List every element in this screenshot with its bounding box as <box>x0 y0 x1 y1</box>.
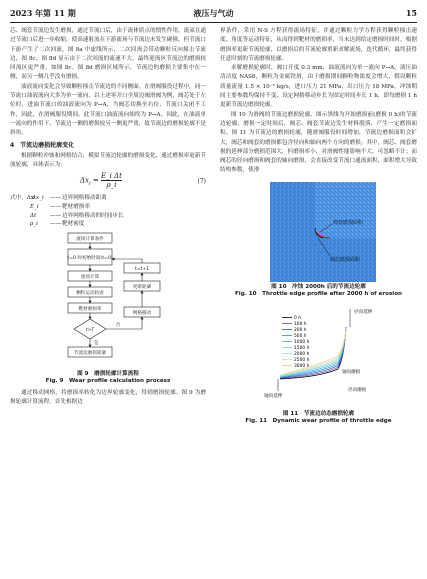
flow-cond-label: t>T <box>85 327 95 333</box>
legend-label: 500 h <box>294 333 307 339</box>
flow-inc-label: t=t+1 <box>134 266 150 272</box>
def-symbol: E_i <box>30 204 39 211</box>
def-text: 靶材密度 <box>62 221 85 228</box>
flowchart-svg <box>10 231 206 371</box>
journal-title: 液压与气动 <box>193 8 234 18</box>
legend-label: 1000 h <box>294 339 310 345</box>
legend-label: 100 h <box>294 321 307 327</box>
def-symbol: Δx_i <box>32 195 44 202</box>
eq-equals: = <box>90 176 101 185</box>
eq-lhs-sub: i <box>89 181 91 188</box>
caption-en: Fig. 10 Throttle edge profile after 2000 h of erosion <box>234 291 403 298</box>
flow-yes-label: 是 <box>93 340 99 346</box>
legend-label: 3000 h <box>294 363 310 369</box>
paragraph: 通过移动网格，将磨损率转化为边界轮廓变化，得到磨损轮廓。图 9 为磨损轮廓计算流程。首先根据边 <box>10 389 206 406</box>
flowchart-figure <box>10 231 206 371</box>
legend-label: 200 h <box>294 327 307 333</box>
spool-wear-label: 阀芯磨损面积 <box>330 256 361 263</box>
section-heading: 4 节流边磨损轮廓变化 <box>10 141 75 149</box>
equation-number: (7) <box>197 178 206 186</box>
mesh-svg <box>220 178 417 284</box>
paragraph: 根据颗粒冲蚀和网格结合，模拟节流边轮廓的磨损变化，通过磨损率更新节流轮廓，具体表示为： <box>10 152 206 169</box>
flow-particle-label: 颗粒运动轨迹 <box>76 290 104 296</box>
def-symbol: Δt <box>30 212 37 219</box>
figure-10-image <box>220 178 417 284</box>
legend-label: 1500 h <box>294 345 310 351</box>
radial-wear-label: 径向磨损 <box>348 387 367 393</box>
axial-ext-label: 轴向延伸 <box>264 393 283 399</box>
figure-11-image <box>220 299 417 411</box>
caption-cn: 图 10 冲蚀 2000h 后的节流边轮廓 <box>271 283 366 290</box>
wear-profile-curve <box>280 327 346 379</box>
flow-mesh-label: 网格移动 <box>132 310 152 316</box>
axial-wear-label: 轴向磨损 <box>342 369 361 375</box>
paragraph: 图 10 为滑阀的节流边磨损轮廓，图示黑线为开始磨损前(磨损 0 h)的节流边轮廓，磨损一定时间后，阀芯、阀套节流边发生材料脱落，产生一定磨损面积。图 11 为节流边的磨损轮廓，随滑阀服役时间增加，节流边磨损面积会扩大，阀芯和阀套的磨损都包含径向和轴向两个方向的磨损。其中，阀芯、阀套磨损的延伸部分磨损范围大，但磨损率小，对滑阀性能影响不大，可忽略不计；而阀芯的径向磨损和阀套的轴向磨损，会直接改变节流口通流面积，面积增大导致结构参数，使滑 <box>220 111 417 174</box>
legend-label: 0 h <box>294 315 301 321</box>
header-rule <box>10 22 417 23</box>
right-column <box>220 27 417 426</box>
legend-label: 2500 h <box>294 357 310 363</box>
eq-numerator: E_i Δt <box>100 172 122 181</box>
flow-init-label: t=0 时初始时间(t=0) <box>67 255 113 261</box>
paragraph: 界条件，采用 N-S 方程获得流场特征，并通过颗粒力学方程获得颗粒撞击速度、角度等运动特征，从而得到靶材的磨损率，当未达到给定磨损时间时，根据磨损率更新节流轮廓，以磨损后的节流轮廓重新求解流场，迭代循环，最终获得任意时刻的节流磨损轮廓。 <box>220 28 417 62</box>
journal-issue: 2023 年第 11 期 <box>10 8 76 18</box>
def-text: 边界网格移动距离 <box>62 195 107 202</box>
definitions: 式中，Δx Δx_i —— 边界网格移动距离 E_i —— 靶材磨损率 Δt —— 边界网格移动的时间步长 ρ_i —— 靶材密度 <box>10 194 206 228</box>
def-symbol: ρ_i <box>30 221 38 228</box>
figure-10-caption <box>220 284 417 299</box>
caption-cn: 图 11 节流边动态磨损轮廓 <box>282 410 355 417</box>
flow-update-label: 更新轮廓 <box>132 284 152 290</box>
flow-calc-label: 流场计算 <box>80 274 100 280</box>
caption-en: Fig. 9 Wear profile calculation process <box>45 378 171 385</box>
eq-denominator: ρ_i <box>106 181 117 190</box>
legend-label: 2000 h <box>294 351 310 357</box>
eq-lhs: Δx <box>80 176 90 185</box>
paragraph: 油液流向变化会导致颗粒撞击节流边的不同侧面。在滑阀服役过程中，同一节流口油液流向大多为单一流向，以上述零开口全周边阀滑阀为例，阀芯处于左位时，进油节流口的油液流向为 P→A，当阀芯切换至右位，节流口关闭不工作，因此，在滑阀服役期间，此节流口油液流向始终为 P→A。因此，在油液单一流向的作用下，节流边一侧的磨损较另一侧更严重，故节流边的磨损轮廓不是斜角。 <box>10 83 206 137</box>
flow-out-label: 节流边磨损轮廓 <box>73 350 107 356</box>
paragraph: 芯、阀套节流边发生磨损，通过节流口后，由于流体质点的惯性作用，流束在通过节流口后进一步收缩，使高速射流在下游流场与节流边未发生碰撞，但节流口下游产生了二次回流，图 8a 中虚线所示，二次回流会带动颗粒反向撞击节流边，图 8c、图 8d 显示由于二次回流的流速不大，最终迎流区节流边的磨损较回流区更严重，如图 8c、图 8d 磨损区域所示，节流边的磨损主要集中在一侧，而另一侧几乎没有磨损。 <box>10 28 206 81</box>
def-text: 靶材磨损率 <box>62 204 90 211</box>
left-column <box>10 27 206 407</box>
flow-no-label: 否 <box>115 322 121 328</box>
caption-cn: 图 9 磨损轮廓计算流程 <box>77 370 139 377</box>
def-text: 边界网格移动的时间步长 <box>62 212 124 219</box>
equation-7 <box>10 172 206 192</box>
sleeve-wear-label: 阀套磨损面积 <box>333 219 364 226</box>
defs-intro: 式中，Δx <box>10 195 34 202</box>
wear-profile-curve <box>280 329 346 375</box>
figure-9-caption <box>10 371 206 386</box>
profile-svg <box>220 299 417 411</box>
radial-ext-label: 径向延伸 <box>354 309 373 315</box>
figure-11-caption <box>220 411 417 426</box>
eq-fraction <box>101 172 122 189</box>
caption-en: Fig. 11 Dynamic wear profile of throttle edge <box>245 418 392 425</box>
paragraph: 求解磨损轮廓时，阀口开度 0.3 mm，油液流向为单一流向 P→A，液压油清洁度 NAS6，颗粒为金属铁屑，由于磨损期间颗粒物浓度会增大，假设颗粒质量流量 1.5 × 10⁻⁵ kg/s，进口压力 21 MPa，出口压力 18 MPa，冲蚀期间主要参数均保持不变，设定网格移动步长为固定时间步长 1 h，即每磨损 1 h 更新节流边磨损轮廓。 <box>220 65 417 109</box>
page-header <box>10 8 417 22</box>
flow-rate-label: 靶材磨损率 <box>78 306 102 312</box>
page-number: 15 <box>405 8 417 18</box>
flow-start-label: 流场计算条件 <box>76 236 104 242</box>
